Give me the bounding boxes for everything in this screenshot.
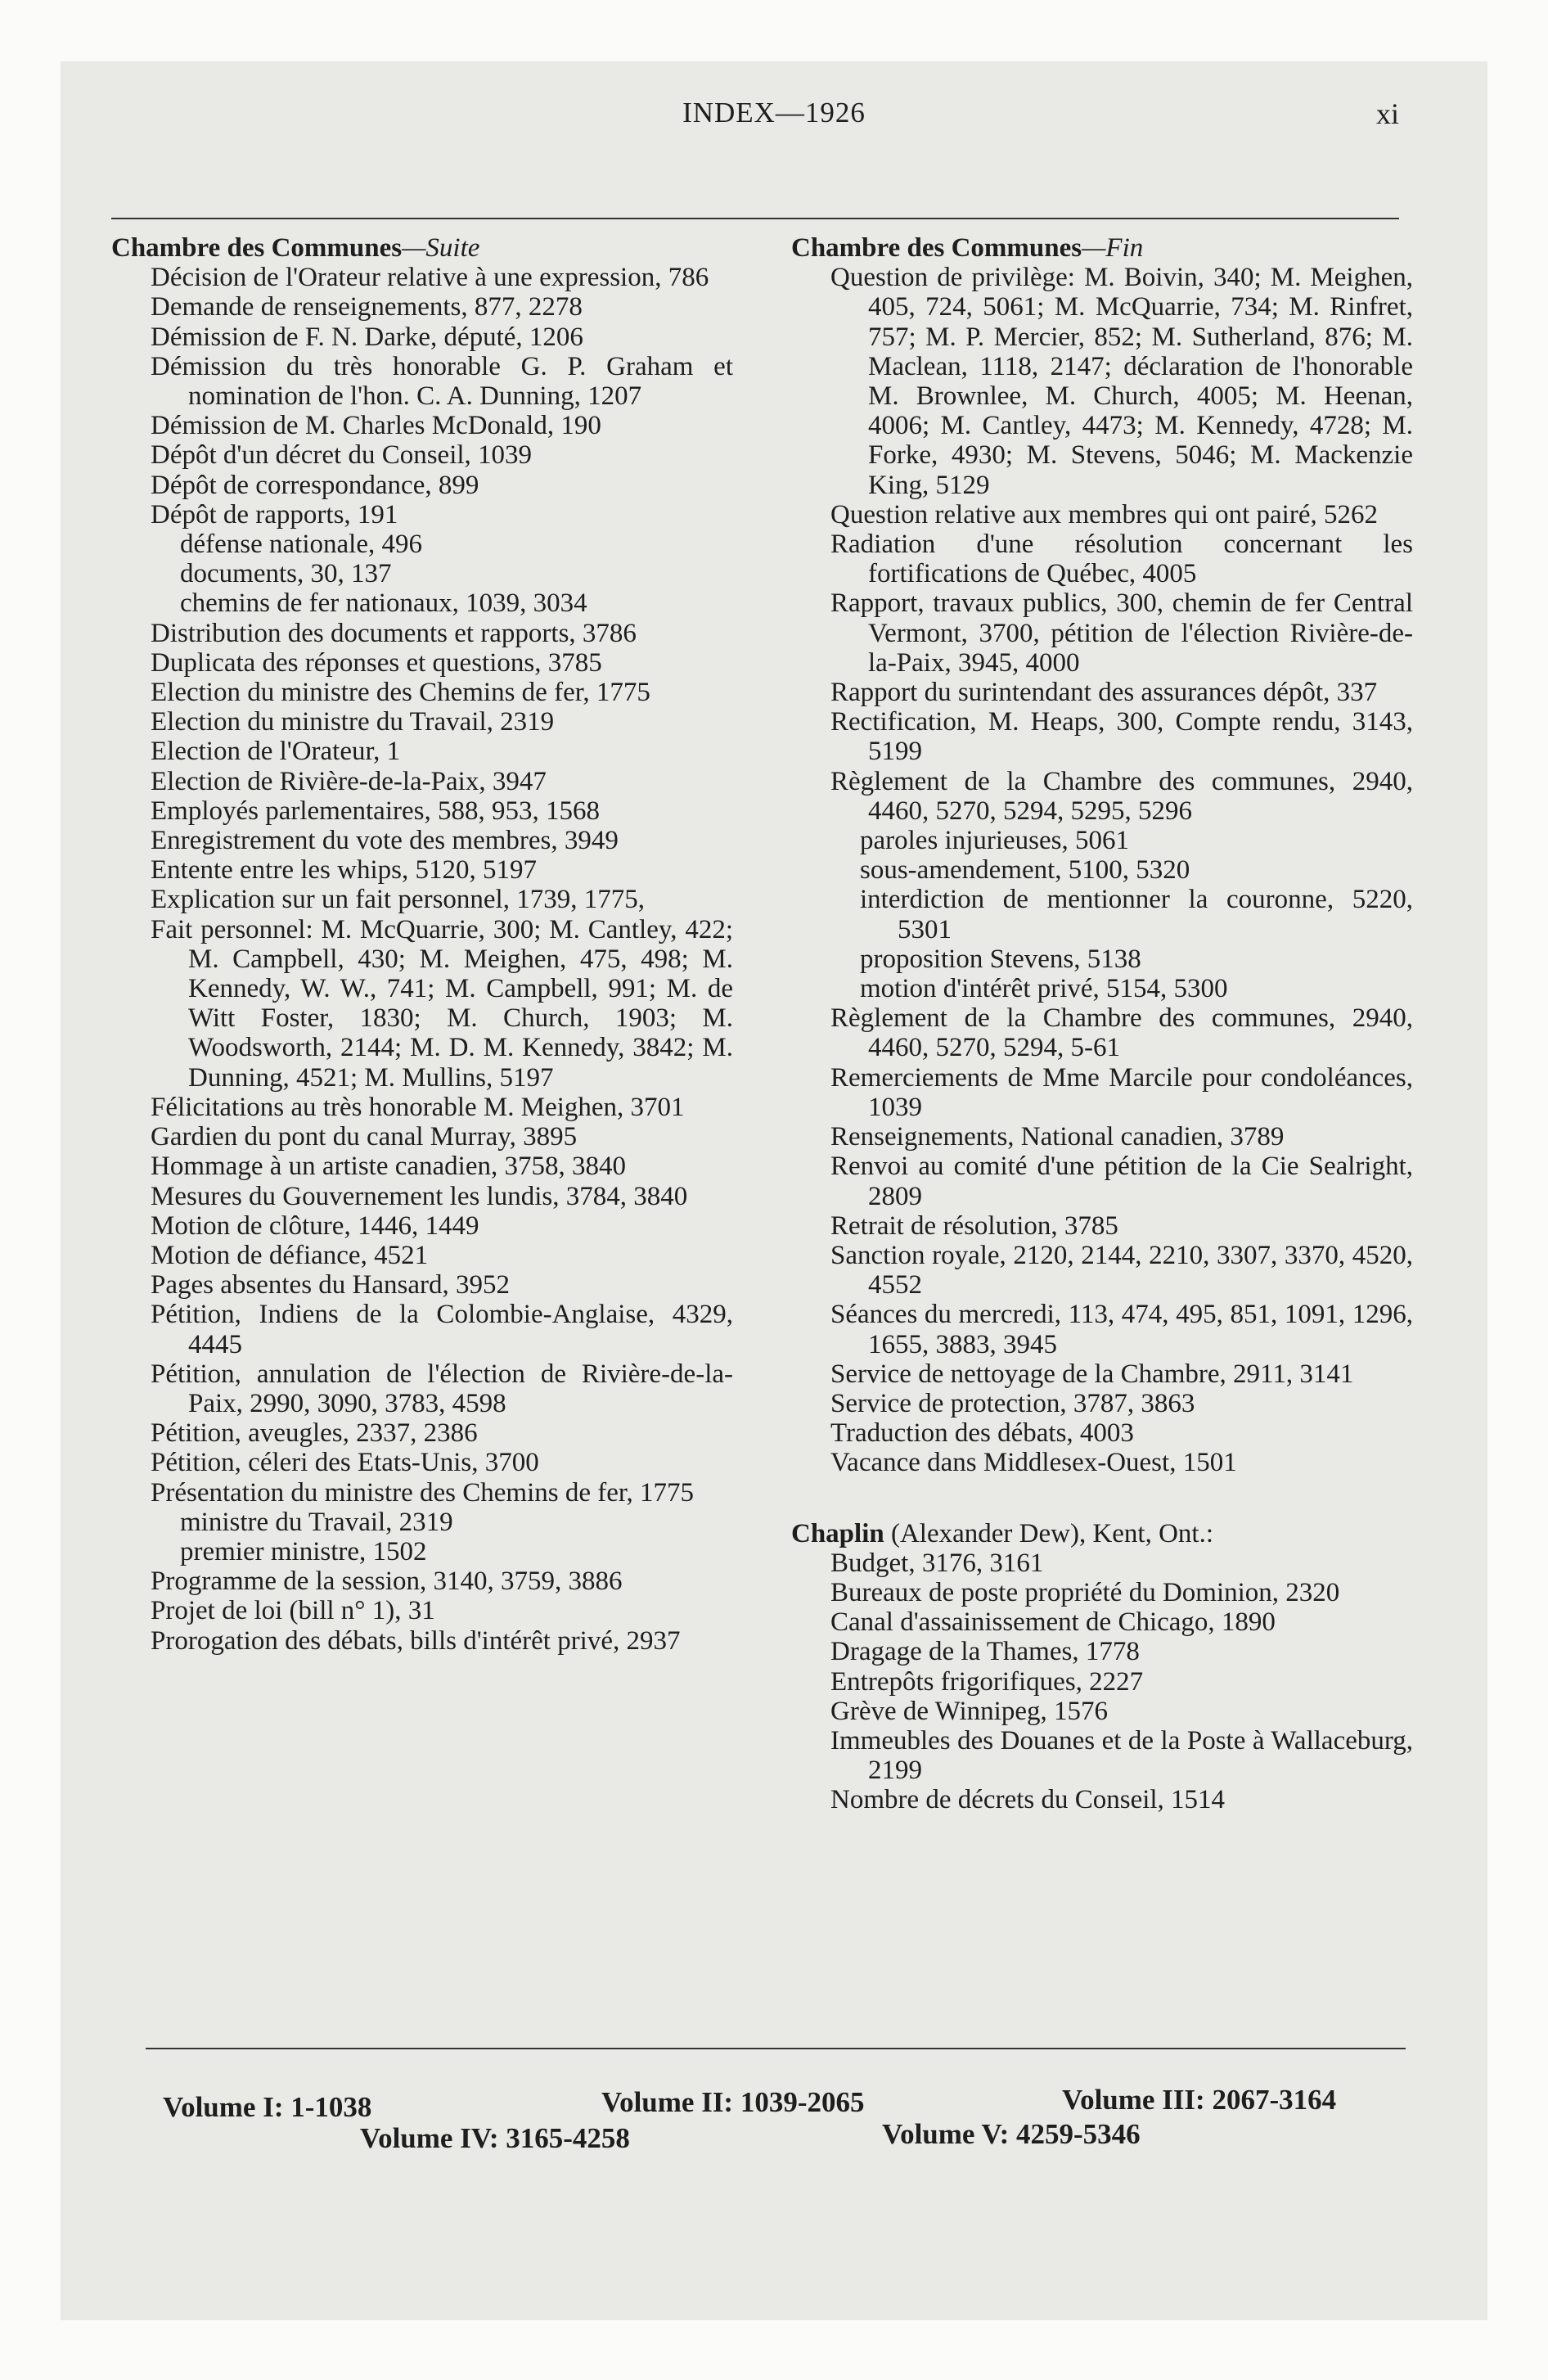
right-column — [791, 233, 1413, 1815]
heading-text: Chambre des Communes — [111, 233, 403, 263]
left-column — [111, 233, 733, 1656]
index-entry: Démission du très honorable G. P. Graham et nomination de l'hon. C. A. Dunning, 1207 — [151, 351, 733, 412]
index-entry: Rapport, travaux publics, 300, chemin de fer Central Vermont, 3700, pétition de l'élection Rivière-de-la-Paix, 3945, 4000 — [830, 588, 1413, 678]
heading-suffix: (Alexander Dew), Kent, Ont.: — [884, 1518, 1214, 1548]
index-entry: Remerciements de Mme Marcile pour condoléances, 1039 — [830, 1062, 1413, 1122]
index-entry: Canal d'assainissement de Chicago, 1890 — [830, 1607, 1276, 1638]
index-entry: Séances du mercredi, 113, 474, 495, 851, 1091, 1296, 1655, 3883, 3945 — [830, 1300, 1413, 1359]
index-entry: Explication sur un fait personnel, 1739, 1775, — [151, 885, 645, 915]
volume-range: Volume V: 4259-5346 — [882, 2118, 1141, 2150]
entry-list — [791, 263, 1413, 1477]
volume-range: Volume II: 1039-2065 — [601, 2086, 865, 2118]
index-entry: Entrepôts frigorifiques, 2227 — [830, 1666, 1144, 1697]
index-entry: Dragage de la Thames, 1778 — [830, 1637, 1140, 1667]
index-entry: Gardien du pont du canal Murray, 3895 — [151, 1122, 578, 1152]
index-entry: Vacance dans Middlesex-Ouest, 1501 — [830, 1448, 1237, 1478]
index-entry: Election de l'Orateur, 1 — [151, 737, 401, 767]
index-entry: Félicitations au très honorable M. Meighen, 3701 — [151, 1092, 685, 1122]
index-entry: Immeubles des Douanes et de la Poste à Wallaceburg, 2199 — [830, 1725, 1413, 1786]
index-entry: Projet de loi (bill n° 1), 31 — [151, 1596, 435, 1626]
index-entry: Motion de défiance, 4521 — [151, 1240, 429, 1270]
heading-suffix: —Fin — [1082, 233, 1144, 263]
index-entry: Pétition, annulation de l'élection de Rivière-de-la-Paix, 2990, 3090, 3783, 4598 — [151, 1359, 733, 1418]
volume-range: Volume IV: 3165-4258 — [360, 2122, 630, 2154]
index-entry: Enregistrement du vote des membres, 3949 — [151, 826, 619, 856]
index-entry: Décision de l'Orateur relative à une expression, 786 — [151, 263, 709, 293]
index-entry: Traduction des débats, 4003 — [830, 1418, 1134, 1449]
index-entry: Question de privilège: M. Boivin, 340; M. Meighen, 405, 724, 5061; M. McQuarrie, 734; M. Rinfret, 757; M. P. Mercier, 852; M. Sutherland, 876; M. Maclean, 1118, 2147; déclaration de l'honorable M. Brownlee, M. Church, 4005; M. Heenan, 4006; M. Cantley, 4473; M. Kennedy, 4728; M. Forke, 4930; M. Stevens, 5046; M. Mackenzie King, 5129 — [830, 263, 1413, 500]
index-entry: Démission de M. Charles McDonald, 190 — [151, 411, 601, 441]
index-entry: Nombre de décrets du Conseil, 1514 — [830, 1785, 1226, 1815]
index-entry: Distribution des documents et rapports, 3786 — [151, 618, 637, 648]
index-entry: Renseignements, National canadien, 3789 — [830, 1122, 1285, 1152]
index-entry: Election du ministre des Chemins de fer, 1775 — [151, 678, 650, 708]
index-entry: documents, 30, 137 — [180, 559, 392, 589]
index-entry: Dépôt de correspondance, 899 — [151, 470, 479, 500]
entry-list — [791, 1548, 1413, 1815]
index-entry: Règlement de la Chambre des communes, 2940, 4460, 5270, 5294, 5295, 5296 — [830, 766, 1413, 826]
bottom-rule — [146, 2048, 1406, 2049]
index-entry: interdiction de mentionner la couronne, 5220, 5301 — [860, 885, 1413, 944]
section-heading — [111, 233, 733, 263]
index-entry: Sanction royale, 2120, 2144, 2210, 3307, 3370, 4520, 4552 — [830, 1240, 1413, 1300]
index-entry: Dépôt d'un décret du Conseil, 1039 — [151, 440, 533, 471]
index-entry: Présentation du ministre des Chemins de fer, 1775 — [151, 1477, 695, 1508]
index-entry: Prorogation des débats, bills d'intérêt privé, 2937 — [151, 1625, 681, 1656]
section-gap — [791, 1478, 1413, 1519]
index-entry: Hommage à un artiste canadien, 3758, 3840 — [151, 1152, 626, 1182]
index-entry: Entente entre les whips, 5120, 5197 — [151, 855, 537, 886]
section-heading-chaplin — [791, 1519, 1413, 1548]
volume-range: Volume III: 2067-3164 — [1062, 2084, 1337, 2116]
index-entry: Question relative aux membres qui ont pairé, 5262 — [830, 499, 1378, 530]
index-entry: Rectification, M. Heaps, 300, Compte rendu, 3143, 5199 — [830, 707, 1413, 767]
index-entry: Radiation d'une résolution concernant les fortifications de Québec, 4005 — [830, 530, 1413, 589]
page-title: INDEX—1926 — [682, 97, 866, 128]
heading-text: Chaplin — [791, 1518, 884, 1548]
index-entry: Motion de clôture, 1446, 1449 — [151, 1210, 479, 1241]
index-entry: Renvoi au comité d'une pétition de la Cie Sealright, 2809 — [830, 1152, 1413, 1211]
index-entry: sous-amendement, 5100, 5320 — [860, 855, 1190, 886]
index-entry: Pétition, aveugles, 2337, 2386 — [151, 1418, 478, 1449]
index-entry: Démission de F. N. Darke, député, 1206 — [151, 322, 583, 352]
index-entry: Rapport du surintendant des assurances dépôt, 337 — [830, 678, 1378, 708]
index-entry: Pétition, céleri des Etats-Unis, 3700 — [151, 1448, 539, 1478]
index-entry: chemins de fer nationaux, 1039, 3034 — [180, 588, 587, 619]
index-entry: Dépôt de rapports, 191 — [151, 499, 398, 530]
top-rule — [111, 218, 1399, 219]
index-entry: Demande de renseignements, 877, 2278 — [151, 292, 583, 322]
index-entry: Pétition, Indiens de la Colombie-Anglaise, 4329, 4445 — [151, 1300, 733, 1359]
index-entry: proposition Stevens, 5138 — [860, 944, 1141, 974]
index-entry: Budget, 3176, 3161 — [830, 1548, 1044, 1578]
index-entry: Pages absentes du Hansard, 3952 — [151, 1270, 510, 1300]
volume-range: Volume I: 1-1038 — [163, 2091, 372, 2123]
index-entry: Service de nettoyage de la Chambre, 2911, 3141 — [830, 1359, 1354, 1389]
index-entry: Duplicata des réponses et questions, 3785 — [151, 647, 602, 678]
index-entry: Election du ministre du Travail, 2319 — [151, 707, 555, 737]
index-entry: paroles injurieuses, 5061 — [860, 826, 1130, 856]
index-entry: Grève de Winnipeg, 1576 — [830, 1696, 1108, 1726]
index-entry: Election de Rivière-de-la-Paix, 3947 — [151, 766, 547, 796]
section-heading — [791, 233, 1413, 263]
index-entry: Règlement de la Chambre des communes, 2940, 4460, 5270, 5294, 5-61 — [830, 1003, 1413, 1063]
index-entry: Fait personnel: M. McQuarrie, 300; M. Cantley, 422; M. Campbell, 430; M. Meighen, 475, 498; M. Kennedy, W. W., 741; M. Campbell, 991; M. de Witt Foster, 1830; M. Church, 1903; M. Woodsworth, 2144; M. D. M. Kennedy, 3842; M. Dunning, 4521; M. Mullins, 5197 — [151, 914, 733, 1093]
index-entry: premier ministre, 1502 — [180, 1536, 427, 1566]
index-entry: Mesures du Gouvernement les lundis, 3784, 3840 — [151, 1181, 688, 1211]
entry-list — [111, 263, 733, 1656]
index-entry: défense nationale, 496 — [180, 530, 422, 560]
index-entry: Retrait de résolution, 3785 — [830, 1210, 1118, 1241]
index-entry: Programme de la session, 3140, 3759, 3886 — [151, 1566, 623, 1597]
index-entry: Employés parlementaires, 588, 953, 1568 — [151, 796, 600, 826]
index-entry: Service de protection, 3787, 3863 — [830, 1388, 1195, 1418]
heading-text: Chambre des Communes — [791, 233, 1082, 263]
heading-suffix: —Suite — [402, 233, 480, 263]
running-head — [0, 97, 1548, 146]
index-entry: Bureaux de poste propriété du Dominion, 2320 — [830, 1577, 1340, 1607]
index-entry: motion d'intérêt privé, 5154, 5300 — [860, 974, 1228, 1004]
index-entry: ministre du Travail, 2319 — [180, 1507, 453, 1537]
page-number: xi — [1375, 97, 1399, 130]
